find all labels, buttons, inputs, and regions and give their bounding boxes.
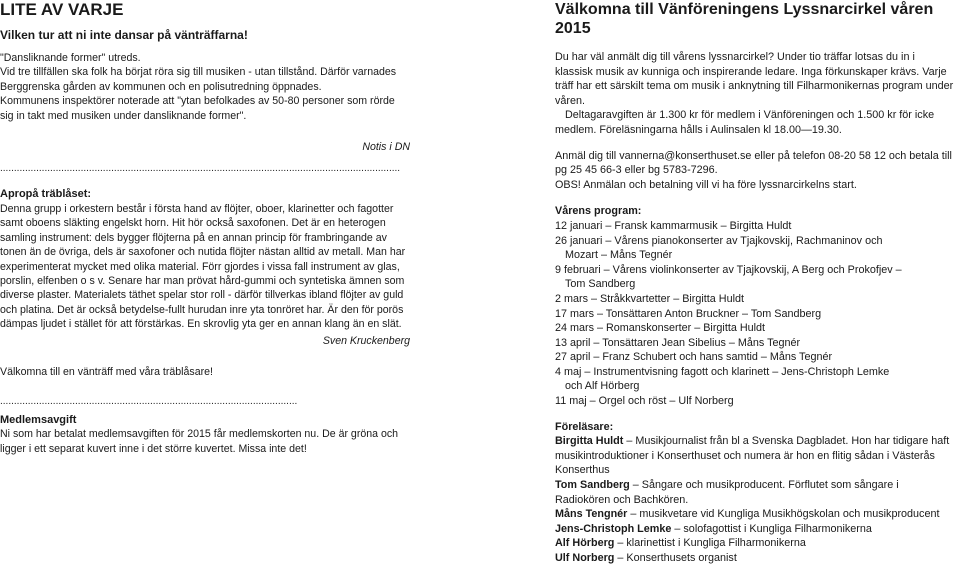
lecturer-name: Birgitta Huldt: [555, 435, 624, 448]
intro-line-1: "Dansliknande former" utreds.: [0, 52, 141, 64]
intro-block: [0, 51, 410, 123]
lecturer-desc: – Sångare och musikproducent. Förflutet som sångare i Radiokören och Bachkören.: [555, 479, 899, 506]
membership-text: Ni som har betalat medlemsavgiften för 2015 får medlemskorten nu. De är gröna och ligger i ett separat kuvert inne i det större kuvertet. Missa inte det!: [0, 428, 399, 455]
lecturers-list: [555, 434, 955, 565]
lecturer-name: Tom Sandberg: [555, 479, 630, 492]
signature-dn: Notis i DN: [362, 141, 410, 154]
lecturer-entry: [555, 507, 955, 522]
lecturer-desc: – Konserthusets organist: [614, 552, 737, 564]
right-title: Välkomna till Vänföreningens Lyssnarcirkel våren 2015: [555, 1, 934, 37]
program-item: 27 april – Franz Schubert och hans samtid – Måns Tegnér: [555, 351, 833, 364]
lecturer-entry: [555, 536, 955, 551]
lecturer-entry: [555, 551, 955, 566]
right-column: [555, 0, 955, 566]
lecturers-heading: Föreläsare:: [555, 420, 614, 433]
program-item: och Alf Hörberg: [565, 380, 640, 393]
lecturer-desc: – musikvetare vid Kungliga Musikhögskolan och musikproducent: [627, 508, 940, 521]
program-item: 13 april – Tonsättaren Jean Sibelius – Måns Tegnér: [555, 336, 801, 349]
program-item: Tom Sandberg: [565, 278, 636, 291]
left-title: LITE AV VARJE: [0, 0, 124, 19]
listening-circle-intro: Du har väl anmält dig till vårens lyssnarcirkel? Under tio träffar lotsas du in i klassisk musik av kunniga och inspirerande ledare. Inga förkunskaper krävs. Varje träff har ett särskilt tema om musik i anknytning till Filharmonikernas program under våren.: [555, 51, 954, 107]
program-item: Mozart – Måns Tegnér: [565, 249, 673, 262]
lecturer-name: Jens-Christoph Lemke: [555, 522, 672, 535]
program-item: 17 mars – Tonsättaren Anton Bruckner – Tom Sandberg: [555, 307, 822, 320]
program-item: 4 maj – Instrumentvisning fagott och klarinett – Jens-Christoph Lemke: [555, 365, 890, 378]
program-item: 9 februari – Vårens violinkonserter av Tjajkovskij, A Berg och Prokofjev –: [555, 263, 902, 276]
lecturer-name: Ulf Norberg: [555, 552, 615, 564]
lecturer-desc: – Musikjournalist från bl a Svenska Dagbladet. Hon har tidigare haft musikintroduktioner i Konserthuset och numera är hon en flitig sådan i Västerås Konserthus: [555, 435, 950, 477]
divider-2: ...........................................................................................................: [0, 397, 298, 408]
lecturer-entry: [555, 522, 955, 537]
program-item: 12 januari – Fransk kammarmusik – Birgitta Huldt: [555, 219, 792, 232]
lecturer-entry: [555, 434, 955, 478]
fee-info: Deltagaravgiften är 1.300 kr för medlem i Vänföreningen och 1.500 kr för icke medlem. Föreläsningarna hålls i Aulinsalen kl 18.00—19.30.: [555, 109, 935, 136]
left-subtitle: Vilken tur att ni inte dansar på vänträffarna!: [0, 28, 248, 42]
program-heading: Vårens program:: [555, 205, 642, 218]
divider-1: ................................................................................................................................................: [0, 164, 401, 175]
intro-line-2: Vid tre tillfällen ska folk ha börjat röra sig till musiken - utan tillstånd. Därför varnades Berggrenska gården av kommunen och en polisutredning öppnades.: [0, 66, 397, 93]
lecturer-name: Alf Hörberg: [555, 537, 615, 550]
program-list: [555, 219, 955, 409]
signup-info: Anmäl dig till vannerna@konserthuset.se eller på telefon 08-20 58 12 och betala till pg 25 45 66-3 eller bg 5783-7296.: [555, 149, 952, 177]
program-item: 26 januari – Vårens pianokonserter av Tjajkovskij, Rachmaninov och: [555, 234, 883, 247]
program-item: 24 mars – Romanskonserter – Birgitta Huldt: [555, 322, 766, 335]
obs-note: OBS! Anmälan och betalning vill vi ha före lyssnarcirkelns start.: [555, 178, 857, 191]
program-item: 2 mars – Stråkkvartetter – Birgitta Huldt: [555, 292, 745, 305]
signature-kruckenberg: Sven Kruckenberg: [322, 334, 410, 347]
left-column: [0, 0, 410, 456]
welcome-line: Välkomna till en vänträff med våra träblåsare!: [0, 365, 213, 378]
woodwind-article: Denna grupp i orkestern består i första hand av flöjter, oboer, klarinetter och fagotter samt oboens släkting engelskt horn. Hit hör också saxofonen. Det är en heterogen samling instrument: dels bygger flöjterna på en annan princip för frambringande av tonen än de övriga, dels är saxofoner och nutida flöjter nästan alltid av metall. Man har experimenterat mycket med olika material. Förr gjordes i vissa fall instrument av glas, porslin, elfenben o s v. Senare har man prövat hård-gummi och syntetiska ämnen som diverse plaster. Materialets täthet spelar stor roll - därför tillverkas ibland flöjter av guld och platina. Det är också betydelse-fullt hurudan inre yta tonröret har. Är den för porös dämpas ljudet i stället för att förstärkas. En skrovlig yta ger en annan klang än en slät.: [0, 203, 406, 331]
membership-heading: Medlemsavgift: [0, 414, 77, 427]
lecturer-name: Måns Tengnér: [555, 508, 628, 521]
intro-line-3: Kommunens inspektörer noterade att "ytan befolkades av 50-80 personer som rörde sig in takt med musiken under dansliknande former".: [0, 95, 395, 122]
program-item: 11 maj – Orgel och röst – Ulf Norberg: [555, 395, 734, 408]
lecturer-desc: – klarinettist i Kungliga Filharmonikerna: [614, 537, 806, 550]
section-heading-tráblaset: Apropå träblåset:: [0, 188, 92, 201]
lecturer-desc: – solofagottist i Kungliga Filharmonikerna: [671, 522, 872, 535]
lecturer-entry: [555, 478, 955, 507]
